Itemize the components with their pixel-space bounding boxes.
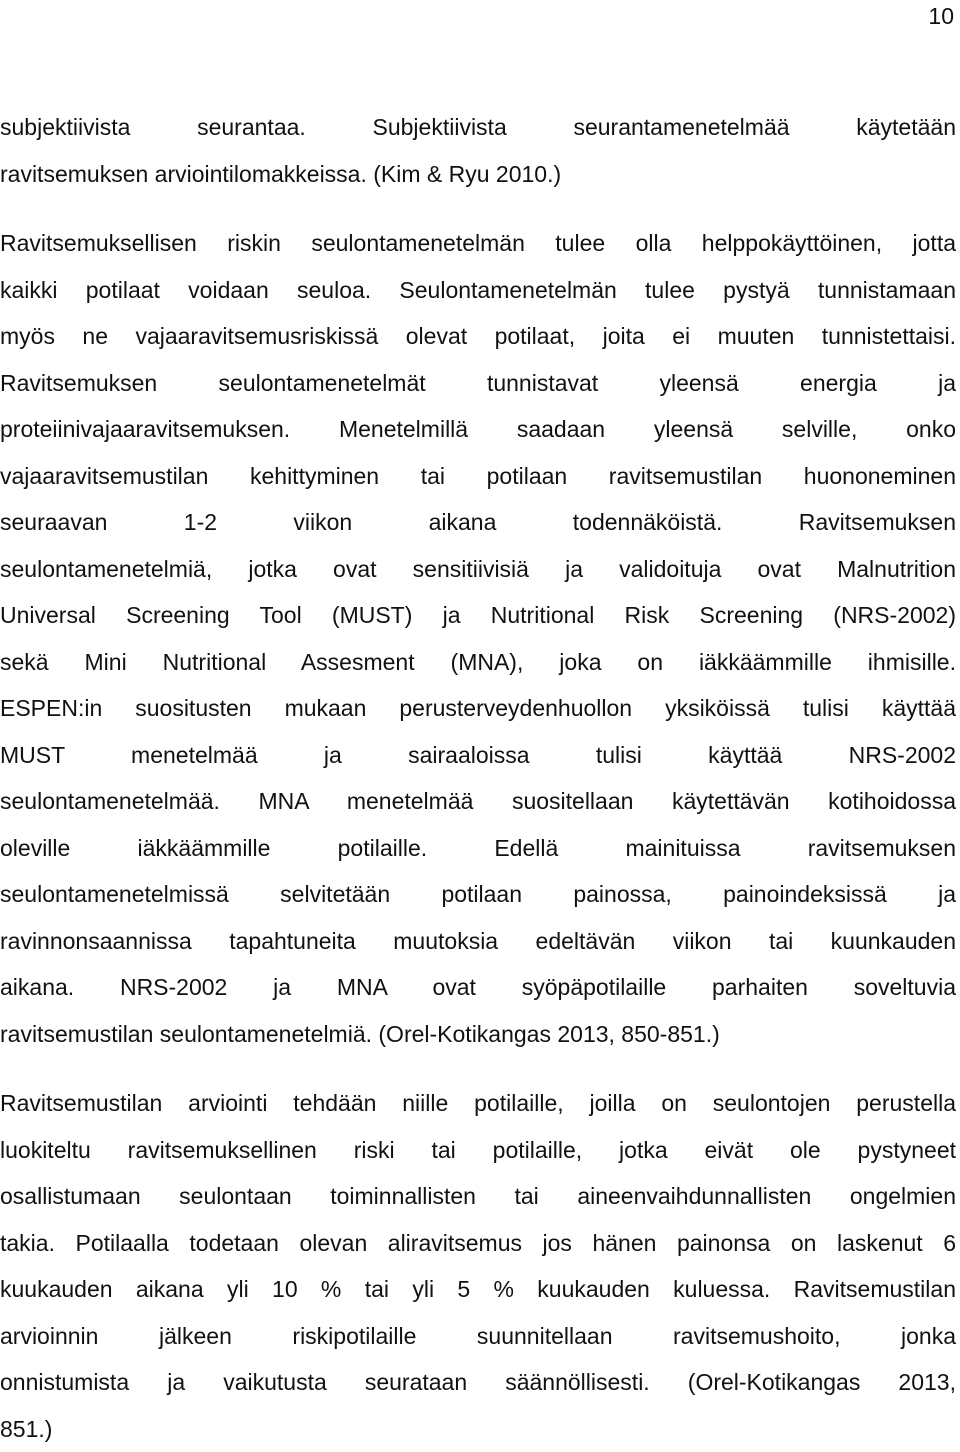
text-line: sekä Mini Nutritional Assesment (MNA), joka on iäkkäämmille ihmisille.: [0, 639, 956, 686]
paragraph: [0, 104, 956, 197]
text-line: seulontamenetelmissä selvitetään potilaan painossa, painoindeksissä ja: [0, 871, 956, 918]
text-line: osallistumaan seulontaan toiminnallisten tai aineenvaihdunnallisten ongelmien: [0, 1173, 956, 1220]
paragraph-gap: [0, 1057, 956, 1080]
text-line: seuraavan 1-2 viikon aikana todennäköistä. Ravitsemuksen: [0, 499, 956, 546]
text-line: ravitsemustilan seulontamenetelmiä. (Orel-Kotikangas 2013, 850-851.): [0, 1011, 956, 1058]
text-line: takia. Potilaalla todetaan olevan aliravitsemus jos hänen painonsa on laskenut 6: [0, 1220, 956, 1267]
text-line: myös ne vajaaravitsemusriskissä olevat potilaat, joita ei muuten tunnistettaisi.: [0, 313, 956, 360]
text-line: 851.): [0, 1406, 956, 1452]
text-line: vajaaravitsemustilan kehittyminen tai potilaan ravitsemustilan huononeminen: [0, 453, 956, 500]
paragraph: [0, 1080, 956, 1452]
text-line: oleville iäkkäämmille potilaille. Edellä mainituissa ravitsemuksen: [0, 825, 956, 872]
text-line: kaikki potilaat voidaan seuloa. Seulontamenetelmän tulee pystyä tunnistamaan: [0, 267, 956, 314]
text-line: Universal Screening Tool (MUST) ja Nutritional Risk Screening (NRS-2002): [0, 592, 956, 639]
text-line: seulontamenetelmää. MNA menetelmää suositellaan käytettävän kotihoidossa: [0, 778, 956, 825]
text-line: ESPEN:in suositusten mukaan perusterveydenhuollon yksiköissä tulisi käyttää: [0, 685, 956, 732]
text-line: subjektiivista seurantaa. Subjektiivista seurantamenetelmää käytetään: [0, 104, 956, 151]
text-line: Ravitsemuksen seulontamenetelmät tunnistavat yleensä energia ja: [0, 360, 956, 407]
page-number: 10: [928, 2, 954, 30]
text-line: onnistumista ja vaikutusta seurataan säännöllisesti. (Orel-Kotikangas 2013,: [0, 1359, 956, 1406]
paragraph: [0, 220, 956, 1057]
text-line: seulontamenetelmiä, jotka ovat sensitiivisiä ja validoituja ovat Malnutrition: [0, 546, 956, 593]
text-line: aikana. NRS-2002 ja MNA ovat syöpäpotilaille parhaiten soveltuvia: [0, 964, 956, 1011]
text-line: arvioinnin jälkeen riskipotilaille suunnitellaan ravitsemushoito, jonka: [0, 1313, 956, 1360]
text-line: ravitsemuksen arviointilomakkeissa. (Kim & Ryu 2010.): [0, 151, 956, 198]
body-text: [0, 104, 956, 1452]
text-line: kuukauden aikana yli 10 % tai yli 5 % kuukauden kuluessa. Ravitsemustilan: [0, 1266, 956, 1313]
text-line: Ravitsemuksellisen riskin seulontamenetelmän tulee olla helppokäyttöinen, jotta: [0, 220, 956, 267]
text-line: proteiinivajaaravitsemuksen. Menetelmillä saadaan yleensä selville, onko: [0, 406, 956, 453]
text-line: MUST menetelmää ja sairaaloissa tulisi käyttää NRS-2002: [0, 732, 956, 779]
paragraph-gap: [0, 197, 956, 220]
text-line: Ravitsemustilan arviointi tehdään niille potilaille, joilla on seulontojen perustella: [0, 1080, 956, 1127]
text-line: luokiteltu ravitsemuksellinen riski tai potilaille, jotka eivät ole pystyneet: [0, 1127, 956, 1174]
text-line: ravinnonsaannissa tapahtuneita muutoksia edeltävän viikon tai kuunkauden: [0, 918, 956, 965]
